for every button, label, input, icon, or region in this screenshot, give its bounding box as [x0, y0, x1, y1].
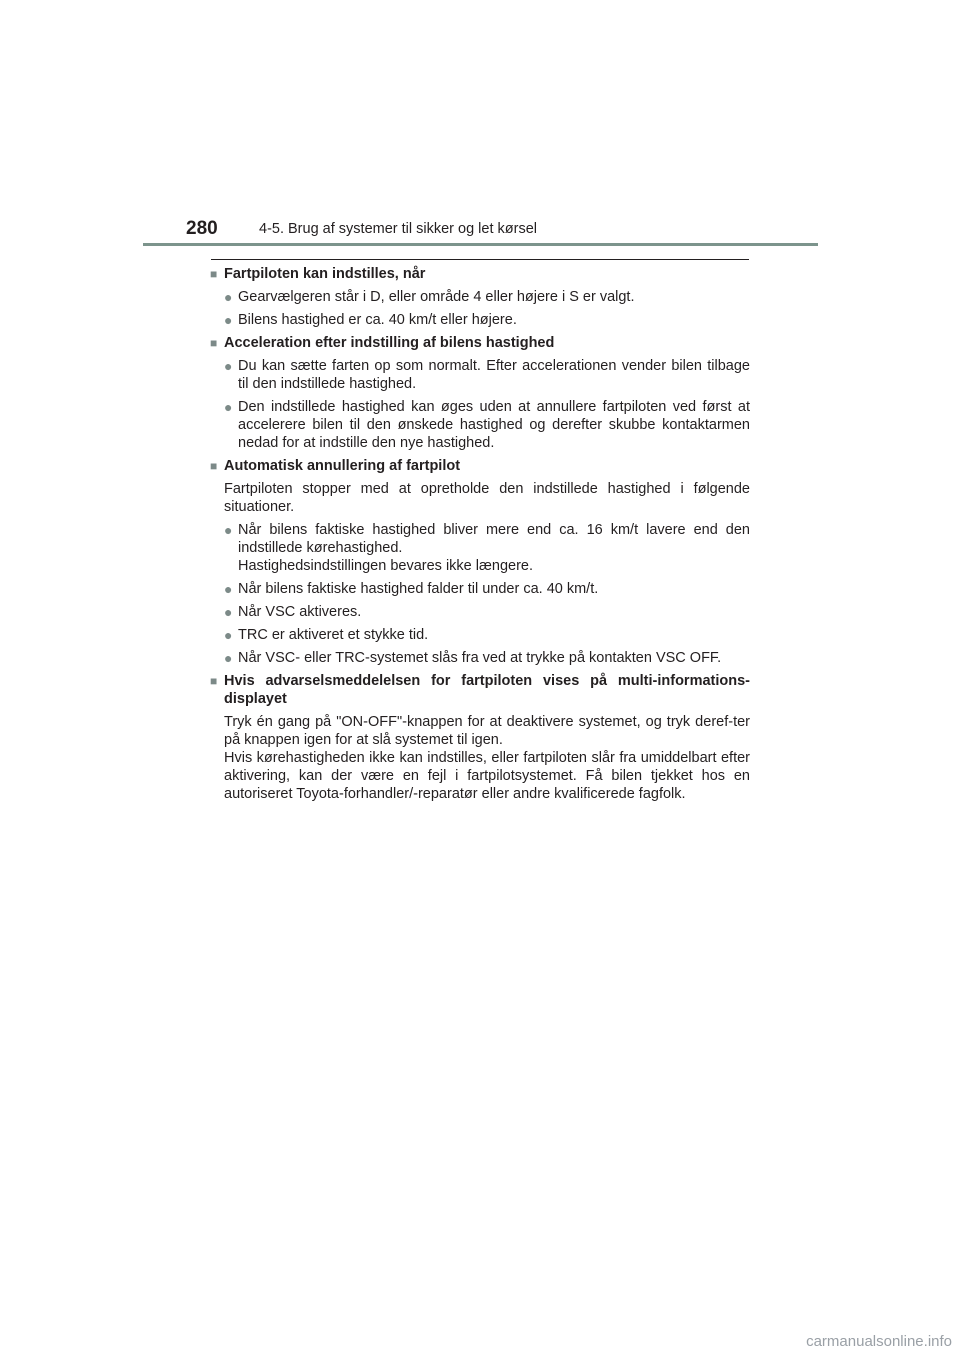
- round-bullet-icon: ●: [224, 289, 233, 305]
- section-heading: ■ Automatisk annullering af fartpilot: [210, 458, 461, 474]
- list-item: ● Gearvælgeren står i D, eller område 4 eller højere i S er valgt.: [224, 289, 635, 305]
- round-bullet-icon: ●: [224, 522, 233, 538]
- section-heading: ■ Hvis advarselsmeddelelsen for fartpiloten vises på multi-informations-displayet: [210, 673, 750, 707]
- round-bullet-icon: ●: [224, 312, 233, 328]
- list-item: ● Når VSC aktiveres.: [224, 604, 362, 620]
- section-paragraph: Hvis kørehastigheden ikke kan indstilles, eller fartpiloten slår fra umiddelbart efter aktivering, kan der være en fejl i fartpilotsystemet. Få bilen tjekket hos en autoriseret Toyota-forhandler/-reparatør eller andre kvalificerede fagfolk.: [224, 750, 750, 802]
- round-bullet-icon: ●: [224, 627, 233, 643]
- page-content: [210, 265, 750, 808]
- list-item: ● Når bilens faktiske hastighed falder til under ca. 40 km/t.: [224, 581, 599, 597]
- square-bullet-icon: ■: [210, 336, 218, 350]
- section-title: 4-5. Brug af systemer til sikker og let kørsel: [259, 221, 537, 237]
- page-number: 280: [186, 218, 218, 239]
- round-bullet-icon: ●: [224, 650, 233, 666]
- square-bullet-icon: ■: [210, 267, 218, 281]
- section-heading: ■ Acceleration efter indstilling af bilens hastighed: [210, 335, 555, 351]
- section-heading: ■ Fartpiloten kan indstilles, når: [210, 266, 426, 282]
- list-item: ● Du kan sætte farten op som normalt. Efter accelerationen vender bilen tilbage til den indstillede hastighed.: [224, 358, 750, 392]
- section-block: [210, 265, 750, 329]
- square-bullet-icon: ■: [210, 674, 218, 688]
- section-block: [210, 457, 750, 667]
- list-item: ● TRC er aktiveret et stykke tid.: [224, 627, 429, 643]
- header-rule: [143, 243, 818, 246]
- section-block: [210, 672, 750, 803]
- section-intro: Fartpiloten stopper med at opretholde den indstillede hastighed i følgende situationer.: [224, 481, 750, 515]
- section-block: [210, 334, 750, 452]
- square-bullet-icon: ■: [210, 459, 218, 473]
- list-item: ● Bilens hastighed er ca. 40 km/t eller højere.: [224, 312, 517, 328]
- list-item: ● Når bilens faktiske hastighed bliver mere end ca. 16 km/t lavere end den indstillede kørehastighed. Hastighedsindstillingen bevares ikke længere.: [224, 522, 750, 574]
- round-bullet-icon: ●: [224, 604, 233, 620]
- round-bullet-icon: ●: [224, 358, 233, 374]
- list-item: ● Den indstillede hastighed kan øges uden at annullere fartpiloten ved først at accelerere bilen til den ønskede hastighed og derefter skubbe kontaktarmen nedad for at indstille den nye hastighed.: [224, 399, 750, 451]
- round-bullet-icon: ●: [224, 399, 233, 415]
- content-rule: [211, 259, 749, 260]
- section-paragraph: Tryk én gang på "ON-OFF"-knappen for at deaktivere systemet, og tryk deref-ter på knappen igen for at slå systemet til igen.: [224, 714, 750, 748]
- list-item: ● Når VSC- eller TRC-systemet slås fra ved at trykke på kontakten VSC OFF.: [224, 650, 722, 666]
- round-bullet-icon: ●: [224, 581, 233, 597]
- watermark-logo: carmanualsonline.info: [806, 1333, 952, 1350]
